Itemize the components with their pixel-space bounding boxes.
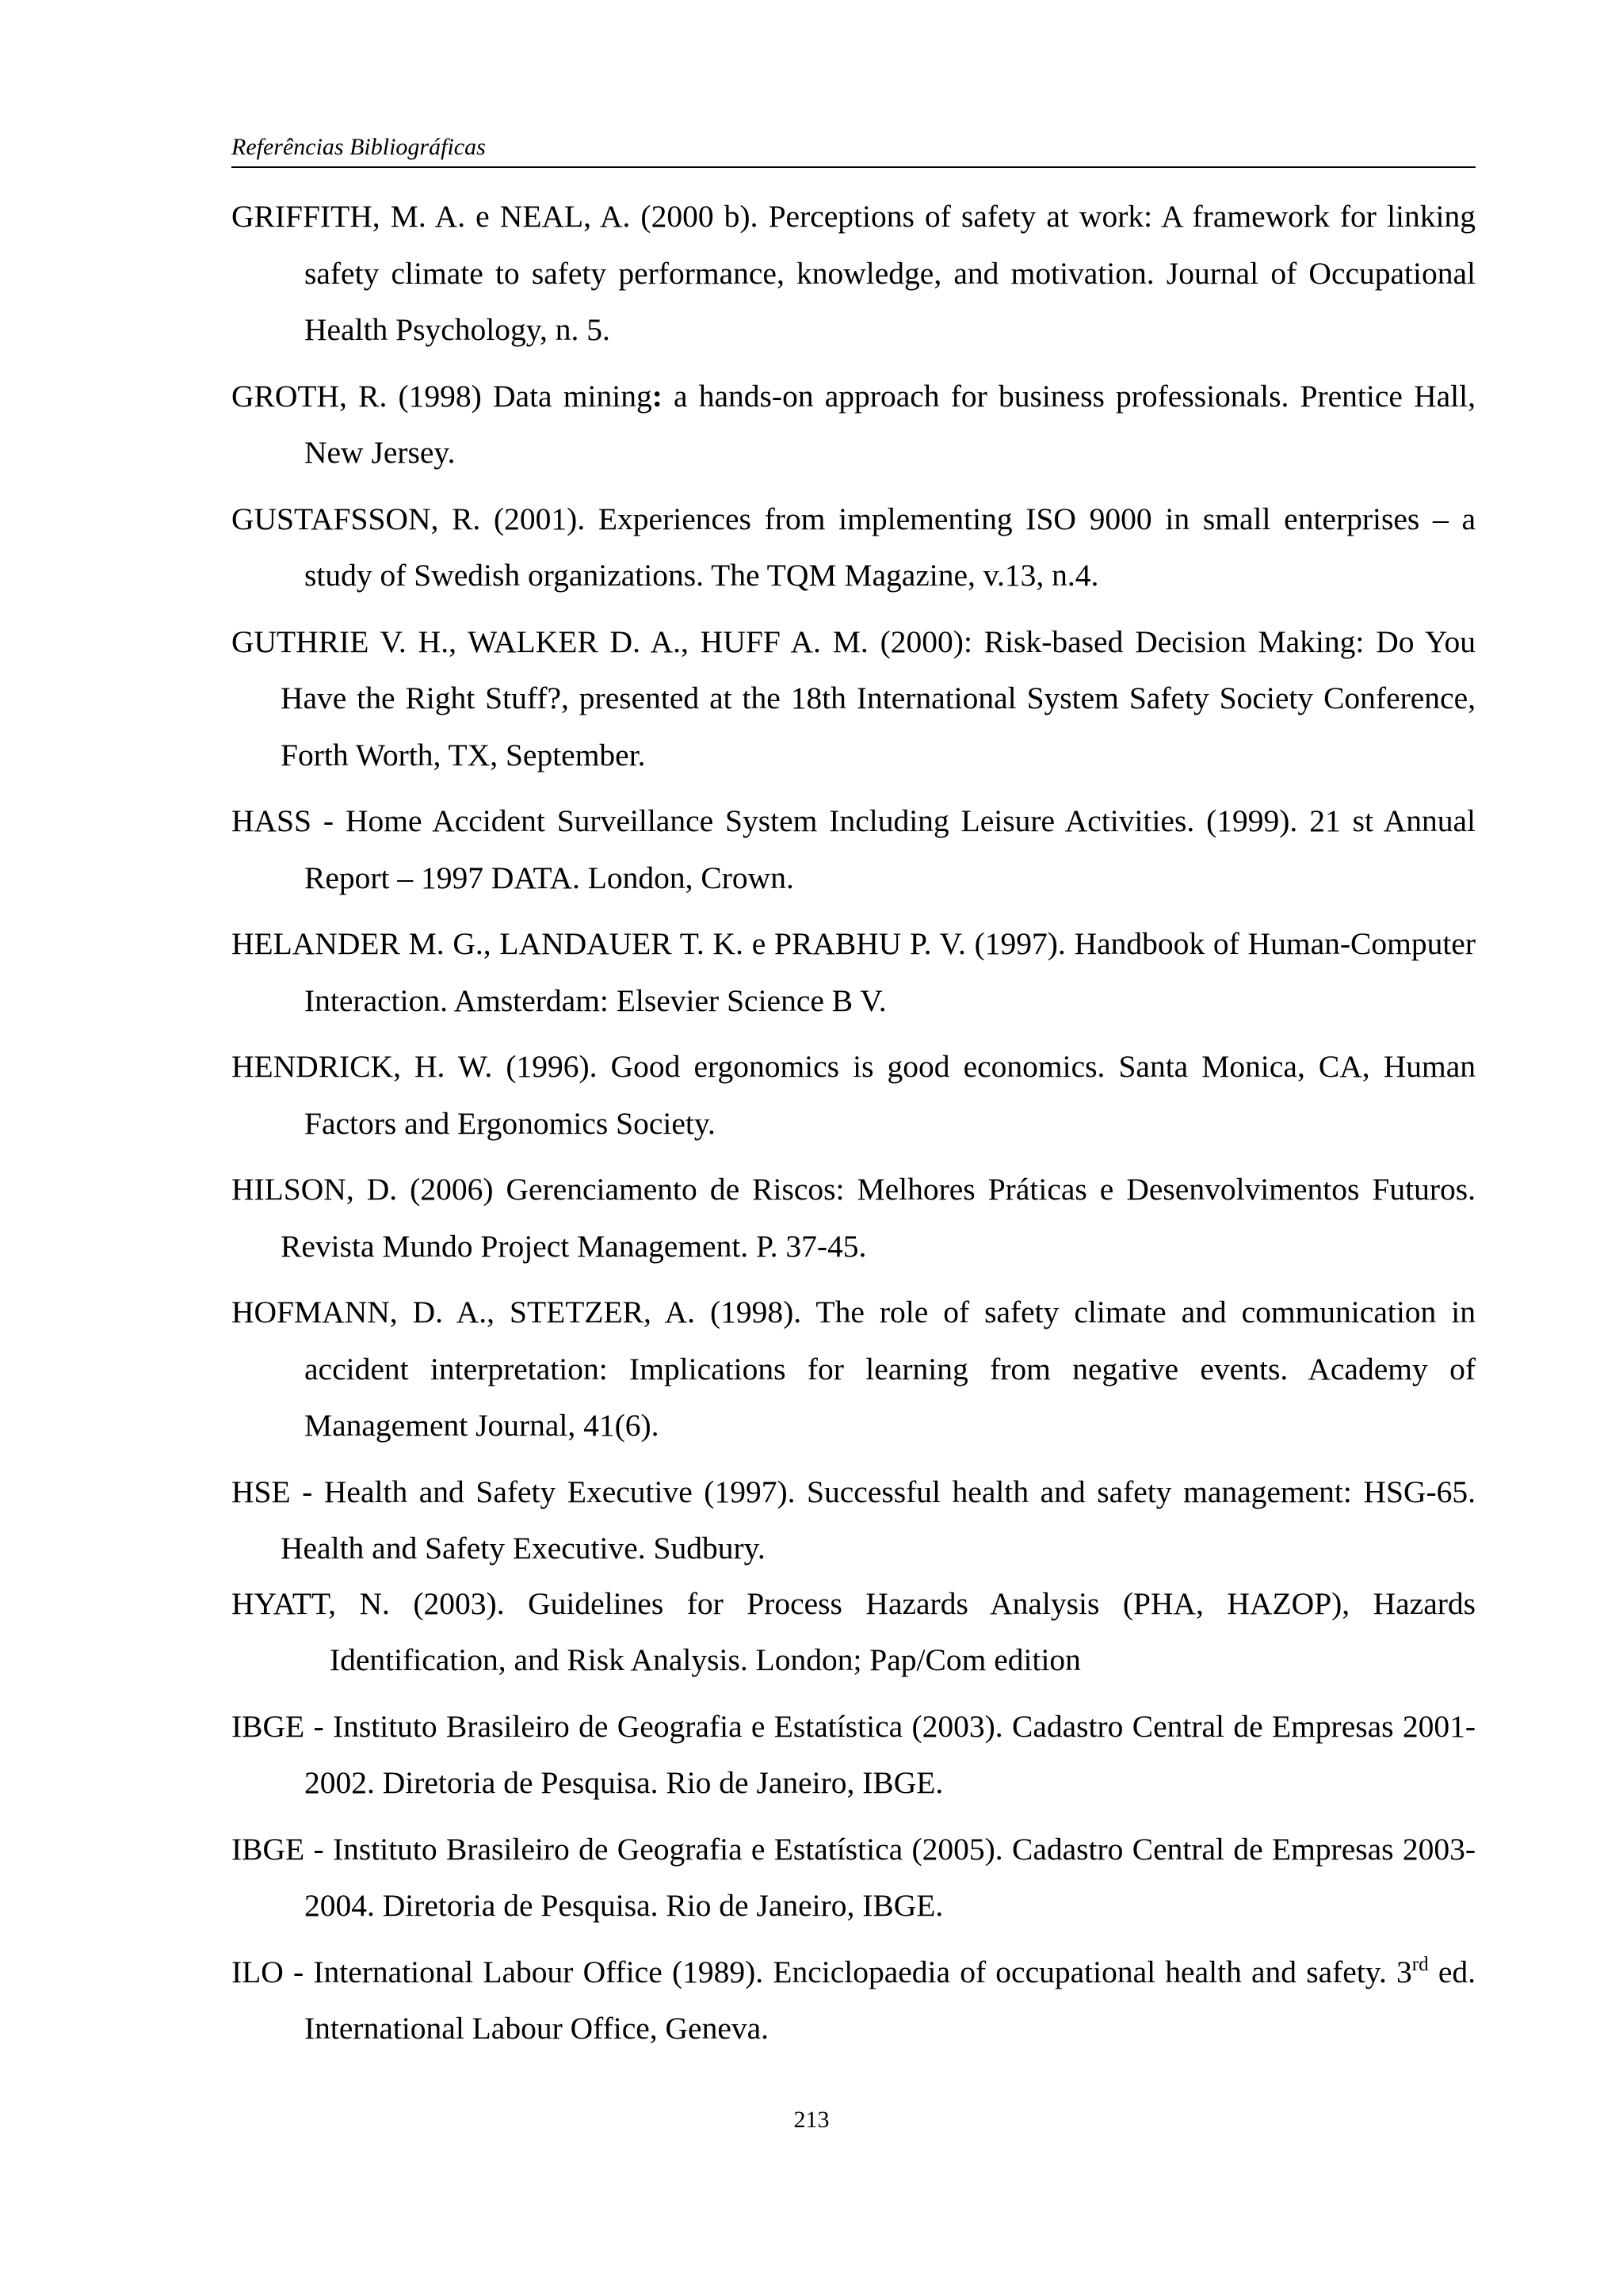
reference-gustafsson-2001: GUSTAFSSON, R. (2001). Experiences from implementing ISO 9000 in small enterprises – a study of Swedish organizations. The TQM Magazine, v.13, n.4. xyxy=(231,501,1476,593)
reference-ilo-1989 xyxy=(231,1944,1476,2058)
reference-helander-1997: HELANDER M. G., LANDAUER T. K. e PRABHU P. V. (1997). Handbook of Human-Computer Interaction. Amsterdam: Elsevier Science B V. xyxy=(231,926,1476,1018)
reference-list xyxy=(231,189,1476,2058)
reference-guthrie-2000: GUTHRIE V. H., WALKER D. A., HUFF A. M. (2000): Risk-based Decision Making: Do You Have the Right Stuff?, presented at the 18th International System Safety Society Conference, Forth Worth, TX, September. xyxy=(231,624,1476,772)
reference-hofmann-stetzer-1998: HOFMANN, D. A., STETZER, A. (1998). The role of safety climate and communication in accident interpretation: Implications for learning from negative events. Academy of Management Journal, 41(6). xyxy=(231,1295,1476,1443)
reference-ilo-superscript: rd xyxy=(1411,1953,1429,1975)
reference-hass-1999: HASS - Home Accident Surveillance System Including Leisure Activities. (1999). 21 st Annual Report – 1997 DATA. London, Crown. xyxy=(231,803,1476,895)
reference-ibge-2005: IBGE - Instituto Brasileiro de Geografia e Estatística (2005). Cadastro Central de Empresas 2003-2004. Diretoria de Pesquisa. Rio de Janeiro, IBGE. xyxy=(231,1831,1476,1923)
reference-hendrick-1996: HENDRICK, H. W. (1996). Good ergonomics is good economics. Santa Monica, CA, Human Factors and Ergonomics Society. xyxy=(231,1049,1476,1141)
reference-griffith-neal-2000: GRIFFITH, M. A. e NEAL, A. (2000 b). Perceptions of safety at work: A framework for linking safety climate to safety performance, knowledge, and motivation. Journal of Occupational Health Psychology, n. 5. xyxy=(231,199,1476,347)
reference-groth-title: GROTH, R. (1998) Data mining xyxy=(231,378,652,414)
header-rule xyxy=(231,166,1476,168)
running-header: Referências Bibliográficas xyxy=(231,134,486,160)
reference-hse-1997: HSE - Health and Safety Executive (1997). Successful health and safety management: HSG-65. Health and Safety Executive. Sudbury. xyxy=(231,1474,1476,1566)
reference-groth-rest: a hands-on approach for business professionals. Prentice Hall, New Jersey. xyxy=(304,378,1476,470)
reference-ibge-2003: IBGE - Instituto Brasileiro de Geografia e Estatística (2003). Cadastro Central de Empresas 2001-2002. Diretoria de Pesquisa. Rio de Janeiro, IBGE. xyxy=(231,1708,1476,1800)
reference-hilson-2006: HILSON, D. (2006) Gerenciamento de Riscos: Melhores Práticas e Desenvolvimentos Futuros. Revista Mundo Project Management. P. 37-45. xyxy=(231,1172,1476,1264)
page-number: 213 xyxy=(793,2107,830,2133)
reference-groth-1998 xyxy=(231,368,1476,482)
reference-ilo-text: ILO - International Labour Office (1989). Enciclopaedia of occupational health and safety. 3 xyxy=(231,1954,1412,1989)
reference-groth-colon: : xyxy=(651,378,663,414)
reference-hyatt-2003: HYATT, N. (2003). Guidelines for Process Hazards Analysis (PHA, HAZOP), Hazards Identification, and Risk Analysis. London; Pap/Com edition xyxy=(231,1585,1476,1677)
reference-ilo-rest: ed. International Labour Office, Geneva. xyxy=(304,1954,1476,2046)
